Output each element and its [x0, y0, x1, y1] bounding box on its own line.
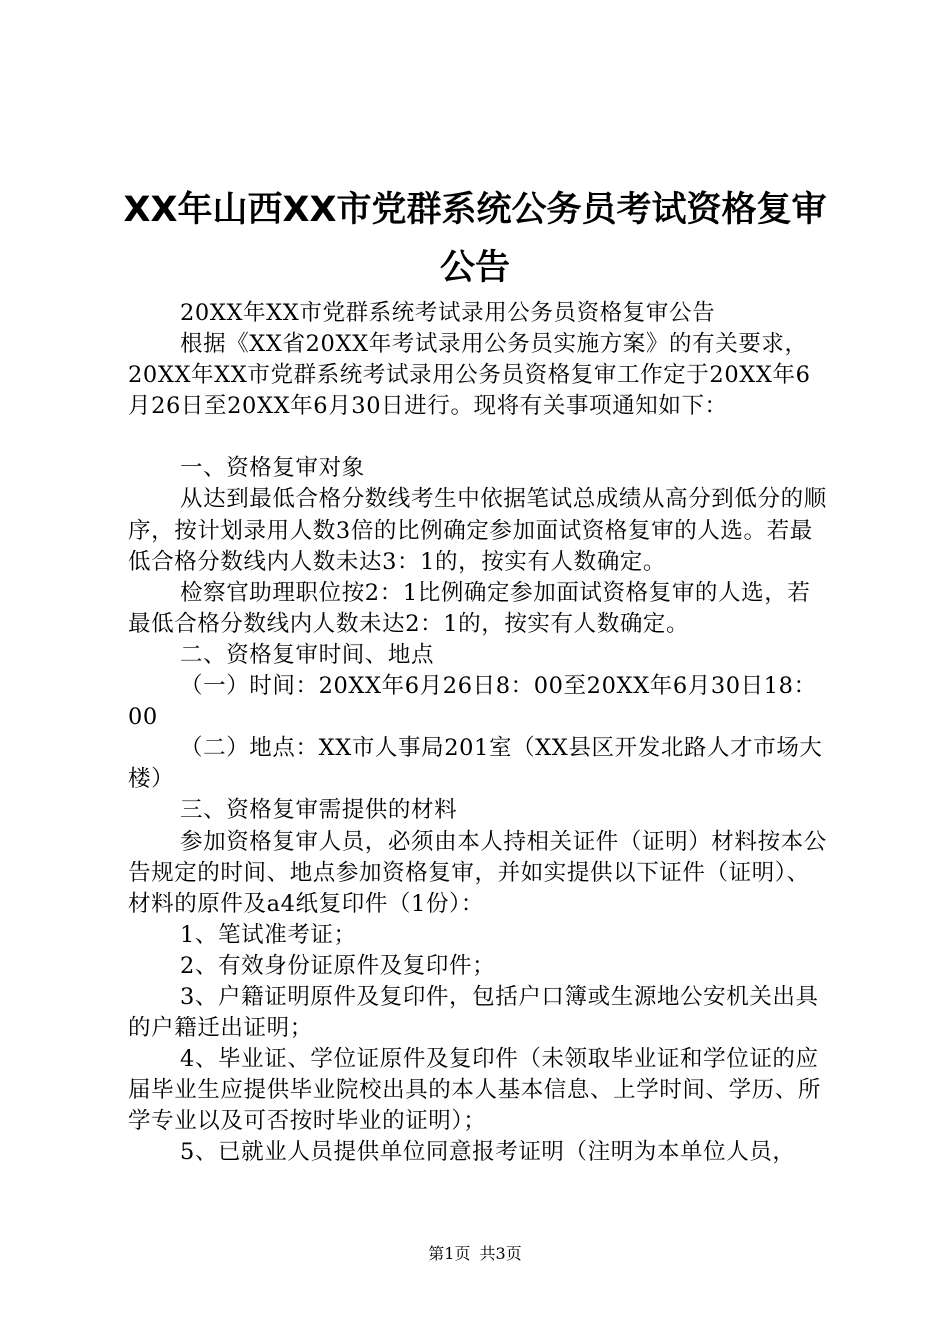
- paragraph-prosecutor-rule: 检察官助理职位按2：1比例确定参加面试资格复审的人选，若最低合格分数线内人数未达2：1的，按实有人数确定。: [128, 579, 811, 637]
- paragraph-materials-intro: 参加资格复审人员，必须由本人持相关证件（证明）材料按本公告规定的时间、地点参加资格复审，并如实提供以下证件（证明）、材料的原件及a4纸复印件（1份）：: [128, 828, 827, 917]
- document-title-line-2: 公告: [439, 248, 510, 288]
- paragraph-spacer: [128, 422, 832, 453]
- paragraph-intro: 根据《XX省20XX年考试录用公务员实施方案》的有关要求，20XX年XX市党群系统考试录用公务员资格复审工作定于20XX年6月26日至20XX年6月30日进行。现将有关事项通知如下：: [128, 331, 811, 420]
- paragraph-selection-rule: 从达到最低合格分数线考生中依据笔试总成绩从高分到低分的顺序，按计划录用人数3倍的比例确定参加面试资格复审的人选。若最低合格分数线内人数未达3：1的，按实有人数确定。: [128, 486, 827, 575]
- paragraph-location: （二）地点：XX市人事局201室（XX县区开发北路人才市场大楼）: [128, 735, 823, 793]
- list-item-1: 1、笔试准考证；: [180, 921, 357, 948]
- section-heading-3: 三、资格复审需提供的材料: [180, 797, 458, 824]
- document-title-line-1: XX年山西XX市党群系统公务员考试资格复审: [123, 190, 827, 230]
- page-footer: [0, 1244, 950, 1264]
- list-item-5: 5、已就业人员提供单位同意报考证明（注明为本单位人员，: [180, 1139, 796, 1166]
- list-item-3: 3、户籍证明原件及复印件，包括户口簿或生源地公安机关出具的户籍迁出证明；: [128, 983, 819, 1042]
- paragraph-subtitle: 20XX年XX市党群系统考试录用公务员资格复审公告: [180, 300, 716, 326]
- list-item-4: 4、毕业证、学位证原件及复印件（未领取毕业证和学位证的应届毕业生应提供毕业院校出具的本人基本信息、上学时间、学历、所学专业以及可否按时毕业的证明）；: [128, 1046, 822, 1135]
- section-heading-2: 二、资格复审时间、地点: [180, 641, 435, 668]
- list-item-2: 2、有效身份证原件及复印件；: [180, 952, 496, 979]
- paragraph-time: （一）时间：20XX年6月26日8：00至20XX年6月30日18：00: [128, 673, 817, 731]
- document-body: [128, 298, 832, 1169]
- page-total: 共3页: [479, 1244, 522, 1263]
- section-heading-1: 一、资格复审对象: [180, 455, 365, 482]
- page-number: 第1页: [428, 1244, 471, 1263]
